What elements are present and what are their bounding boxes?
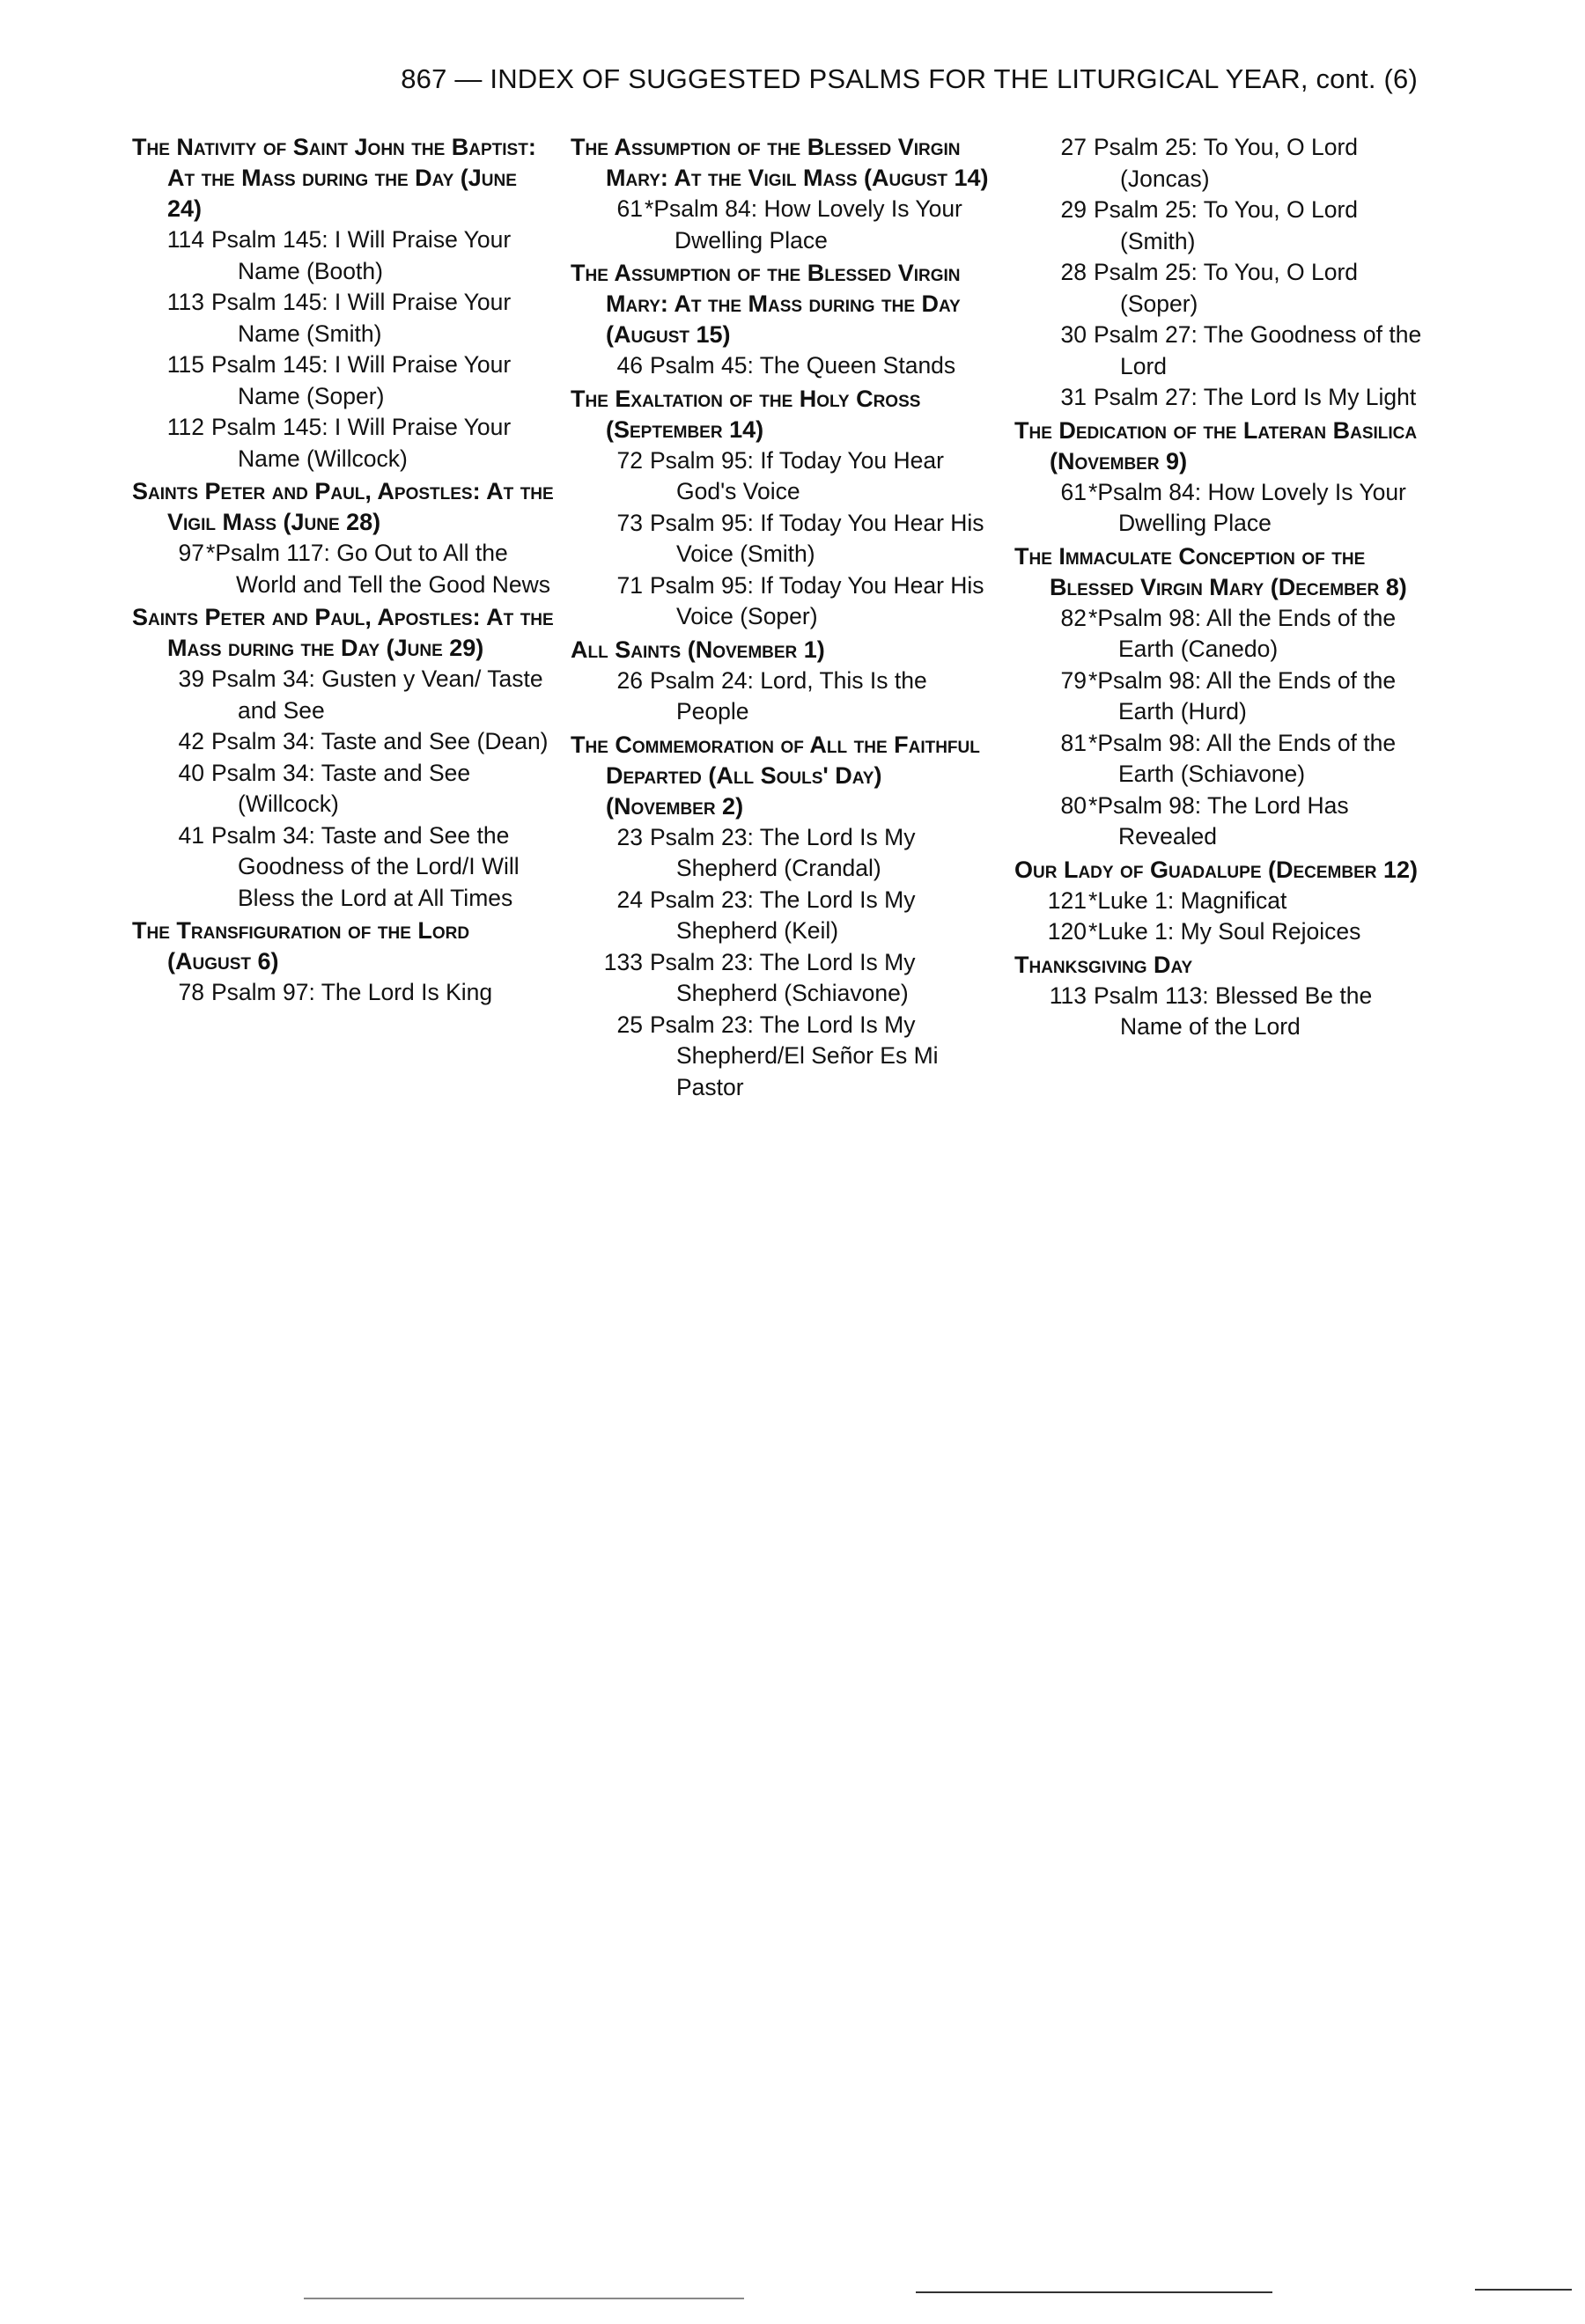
entry-title: *Psalm 98: All the Ends of the Earth (Hurd)	[1088, 666, 1397, 724]
bottom-rule-right	[1475, 2289, 1572, 2291]
entry-number: 46	[616, 352, 643, 379]
index-entry	[132, 664, 555, 726]
entry-title: Psalm 145: I Will Praise Your Name (Smith)	[211, 289, 512, 347]
entry-number: 61	[616, 195, 643, 222]
entry-title: Psalm 25: To You, O Lord (Joncas)	[1094, 134, 1359, 192]
index-section	[132, 602, 555, 914]
entry-title: *Psalm 98: All the Ends of the Earth (Schiavone)	[1088, 729, 1397, 787]
entry-number: 29	[1060, 196, 1087, 223]
index-entry	[132, 349, 555, 412]
entry-number: 114	[166, 226, 204, 253]
entry-number: 112	[166, 414, 204, 440]
index-entry	[1014, 320, 1437, 382]
entry-title: Psalm 95: If Today You Hear His Voice (Soper)	[650, 571, 984, 629]
entry-title: *Psalm 84: How Lovely Is Your Dwelling Place	[1088, 478, 1406, 536]
index-entry	[1014, 195, 1437, 257]
section-title: The Exaltation of the Holy Cross (September 14)	[571, 385, 921, 443]
entry-title: Psalm 34: Taste and See (Dean)	[211, 728, 549, 754]
index-entry	[1014, 981, 1437, 1043]
entry-number: 39	[178, 666, 204, 692]
index-section	[571, 132, 993, 256]
entry-number: 82	[1060, 604, 1087, 631]
index-section	[1014, 132, 1437, 414]
section-title: The Immaculate Conception of the Blessed Virgin Mary (December 8)	[1014, 542, 1407, 600]
index-column-1	[132, 132, 555, 1009]
section-title: The Dedication of the Lateran Basilica (November 9)	[1014, 416, 1418, 474]
entry-title: *Luke 1: My Soul Rejoices	[1088, 918, 1361, 945]
entry-number: 81	[1060, 729, 1087, 756]
section-title: Saints Peter and Paul, Apostles: At the Vigil Mass (June 28)	[132, 478, 554, 535]
entry-title: Psalm 145: I Will Praise Your Name (Willcock)	[211, 414, 512, 472]
index-entry	[132, 726, 555, 758]
section-title: All Saints (November 1)	[571, 636, 825, 663]
index-entry	[1014, 257, 1437, 320]
index-entry	[132, 224, 555, 287]
section-title: Our Lady of Guadalupe (December 12)	[1014, 856, 1419, 883]
entry-title: Psalm 27: The Lord Is My Light	[1094, 384, 1417, 410]
entry-title: *Psalm 117: Go Out to All the World and Tell the Good News	[206, 540, 550, 598]
entry-number: 113	[166, 289, 204, 315]
entry-number: 41	[178, 821, 204, 849]
index-entry	[571, 570, 993, 633]
entry-title: Psalm 25: To You, O Lord (Soper)	[1094, 259, 1359, 317]
entry-number: 27	[1060, 134, 1087, 160]
section-title: The Assumption of the Blessed Virgin Mary: At the Mass during the Day (August 15)	[571, 260, 961, 348]
bottom-rule-middle	[916, 2291, 1272, 2293]
entry-number: 40	[178, 759, 204, 786]
entry-title: Psalm 25: To You, O Lord (Smith)	[1094, 196, 1359, 254]
entry-number: 115	[166, 351, 204, 378]
entry-number: 42	[178, 728, 204, 754]
section-title: The Nativity of Saint John the Baptist: At the Mass during the Day (June 24)	[132, 134, 536, 222]
index-entry	[1014, 382, 1437, 414]
entry-title: Psalm 97: The Lord Is King	[211, 979, 493, 1005]
entry-number: 71	[616, 571, 643, 599]
entry-number: 97	[178, 540, 204, 566]
section-title: Saints Peter and Paul, Apostles: At the Mass during the Day (June 29)	[132, 604, 554, 661]
index-section	[132, 916, 555, 1009]
index-entry	[571, 508, 993, 570]
entry-number: 72	[616, 446, 643, 474]
entry-number: 26	[616, 666, 643, 694]
index-section	[1014, 950, 1437, 1043]
entry-number: 61	[1060, 478, 1087, 505]
entry-number: 113	[1049, 982, 1087, 1009]
index-section	[571, 384, 993, 633]
index-entry	[571, 1010, 993, 1104]
section-title: Thanksgiving Day	[1014, 951, 1193, 978]
entry-title: Psalm 95: If Today You Hear God's Voice	[650, 446, 944, 504]
index-section	[1014, 541, 1437, 853]
page-header: 867 — INDEX OF SUGGESTED PSALMS FOR THE LITURGICAL YEAR, cont. (6)	[401, 63, 1418, 94]
entry-title: Psalm 45: The Queen Stands	[650, 352, 956, 379]
index-entry	[132, 758, 555, 820]
section-title: The Commemoration of All the Faithful Departed (All Souls' Day) (November 2)	[571, 731, 980, 820]
entry-title: Psalm 34: Taste and See the Goodness of the Lord/I Will Bless the Lord at All Times	[211, 821, 520, 911]
entry-title: Psalm 145: I Will Praise Your Name (Soper)	[211, 351, 512, 409]
index-entry	[1014, 666, 1437, 728]
entry-number: 30	[1060, 321, 1087, 348]
index-section	[132, 132, 555, 474]
entry-number: 23	[616, 823, 643, 850]
index-entry	[132, 820, 555, 915]
entry-number: 78	[178, 979, 204, 1005]
entry-number: 80	[1060, 791, 1087, 819]
index-entry	[571, 194, 993, 256]
entry-title: *Psalm 84: How Lovely Is Your Dwelling Place	[645, 195, 962, 254]
section-title: The Transfiguration of the Lord (August 6)	[132, 917, 470, 974]
entry-number: 73	[616, 509, 643, 536]
entry-title: Psalm 27: The Goodness of the Lord	[1094, 321, 1422, 379]
index-entry	[1014, 791, 1437, 853]
index-entry	[132, 412, 555, 474]
entry-title: Psalm 23: The Lord Is My Shepherd (Keil)	[650, 886, 916, 944]
index-entry	[571, 350, 993, 382]
entry-number: 25	[616, 1011, 643, 1038]
entry-title: Psalm 95: If Today You Hear His Voice (Smith)	[650, 509, 984, 567]
index-entry	[571, 885, 993, 947]
index-entry	[1014, 916, 1437, 948]
index-entry	[571, 822, 993, 885]
entry-title: Psalm 113: Blessed Be the Name of the Lord	[1094, 982, 1373, 1040]
entry-title: Psalm 23: The Lord Is My Shepherd/El Señor Es Mi Pastor	[650, 1011, 939, 1100]
index-section	[1014, 416, 1437, 540]
index-entry	[571, 947, 993, 1010]
index-entry	[571, 445, 993, 508]
entry-title: Psalm 34: Gusten y Vean/ Taste and See	[211, 666, 543, 724]
bottom-rule-left	[304, 2298, 744, 2299]
index-column-3	[1014, 132, 1437, 1043]
entry-number: 28	[1060, 259, 1087, 285]
entry-number: 121	[1047, 886, 1087, 914]
entry-number: 31	[1060, 384, 1087, 410]
index-section	[571, 730, 993, 1104]
index-entry	[132, 538, 555, 600]
index-column-2	[571, 132, 993, 1103]
index-entry	[1014, 477, 1437, 540]
entry-title: *Psalm 98: All the Ends of the Earth (Canedo)	[1088, 604, 1397, 662]
index-entry	[132, 977, 555, 1009]
entry-number: 79	[1060, 666, 1087, 694]
index-entry	[1014, 728, 1437, 791]
index-entry	[571, 666, 993, 728]
section-title: The Assumption of the Blessed Virgin Mary: At the Vigil Mass (August 14)	[571, 134, 989, 191]
entry-title: Psalm 23: The Lord Is My Shepherd (Crandal)	[650, 823, 916, 881]
entry-title: Psalm 24: Lord, This Is the People	[650, 666, 927, 724]
index-entry	[132, 287, 555, 349]
index-entry	[1014, 603, 1437, 666]
index-section	[571, 635, 993, 728]
index-section	[571, 258, 993, 382]
entry-title: *Luke 1: Magnificat	[1088, 886, 1287, 914]
index-section	[1014, 855, 1437, 948]
index-entry	[1014, 886, 1437, 917]
entry-number: 120	[1047, 918, 1087, 945]
entry-title: Psalm 23: The Lord Is My Shepherd (Schiavone)	[650, 948, 916, 1006]
entry-number: 133	[603, 948, 643, 975]
entry-title: Psalm 145: I Will Praise Your Name (Booth)	[211, 226, 512, 284]
index-section	[132, 476, 555, 600]
entry-title: Psalm 34: Taste and See (Willcock)	[211, 759, 471, 817]
index-entry	[1014, 132, 1437, 195]
entry-title: *Psalm 98: The Lord Has Revealed	[1088, 791, 1349, 849]
entry-number: 24	[616, 886, 643, 913]
